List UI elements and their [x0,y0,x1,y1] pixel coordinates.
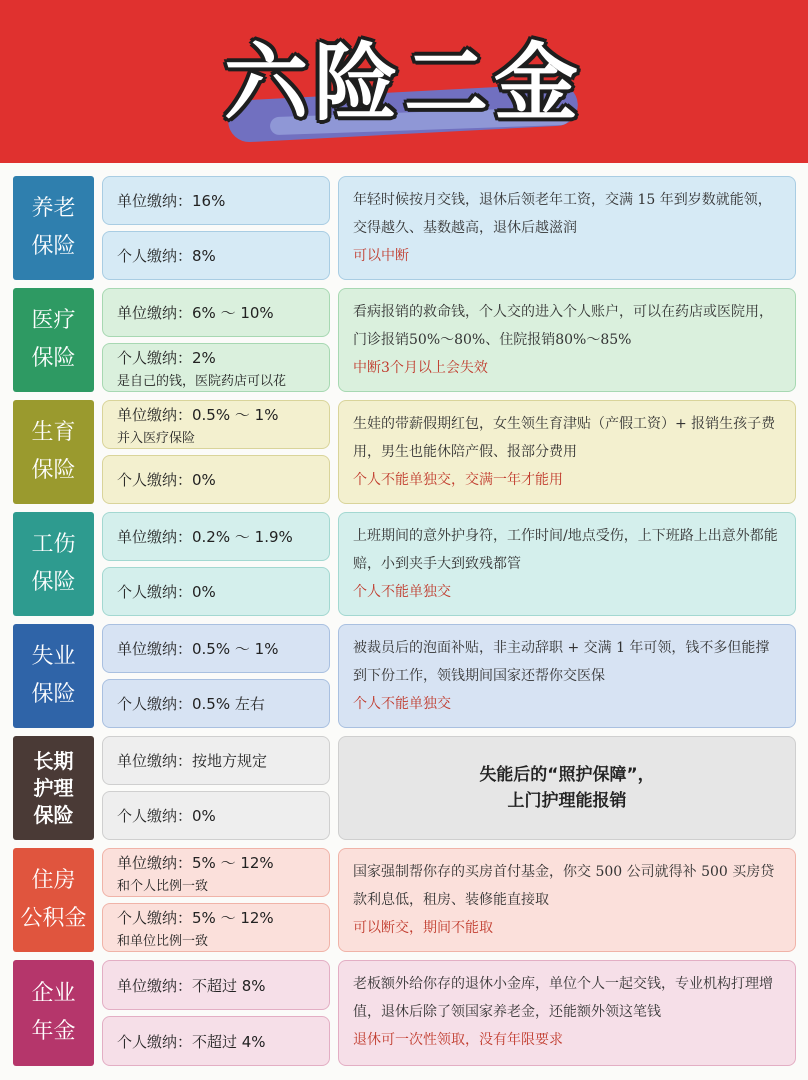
description-box [338,400,796,504]
note-text: 个人不能单独交，交满一年才能用 [353,472,563,488]
unit-contribution: 单位缴纳：0.2% ～ 1.9% [102,512,330,561]
personal-contribution: 个人缴纳：0.5% 左右 [102,679,330,728]
description-text: 老板额外给你存的退休小金库，单位个人一起交钱，专业机构打理增值，退休后除了领国家养老金，还能额外领这笔钱 [353,976,773,1020]
description-box [338,176,796,280]
description-text: 国家强制帮你存的买房首付基金，你交 500 公司就得补 500 买房贷款利息低，租房、装修能直接取 [353,864,775,908]
note-text: 个人不能单独交 [353,584,451,600]
category-label: 住房 公积金 [13,848,94,952]
unit-contribution: 单位缴纳：16% [102,176,330,225]
description-text: 年轻时候按月交钱，退休后领老年工资，交满 15 年到岁数就能领，交得越久、基数越高，退休后越滋润 [353,192,772,236]
note-text: 可以断交，期间不能取 [353,920,493,936]
category-label: 失业 保险 [13,624,94,728]
note-text: 可以中断 [353,248,409,264]
description-box [338,960,796,1066]
note-text: 个人不能单独交 [353,696,451,712]
personal-contribution: 个人缴纳：8% [102,231,330,280]
category-label: 企业 年金 [13,960,94,1066]
category-label: 工伤 保险 [13,512,94,616]
description-box [338,288,796,392]
description-text: 被裁员后的泡面补贴，非主动辞职 + 交满 1 年可领，钱不多但能撑到下份工作，领钱期间国家还帮你交医保 [353,640,770,684]
description-text: 上班期间的意外护身符，工作时间/地点受伤，上下班路上出意外都能赔，小到夹手大到致残都管 [353,528,778,572]
note-text: 退休可一次性领取，没有年限要求 [353,1032,563,1048]
description-text: 看病报销的救命钱，个人交的进入个人账户，可以在药店或医院用，门诊报销50%～80%、住院报销80%～85% [353,304,773,348]
category-label: 生育 保险 [13,400,94,504]
personal-contribution: 个人缴纳：0% [102,455,330,504]
description-box [338,512,796,616]
category-label: 长期 护理 保险 [13,736,94,840]
unit-contribution: 单位缴纳：6% ～ 10% [102,288,330,337]
personal-contribution: 个人缴纳：0% [102,567,330,616]
unit-contribution: 单位缴纳：不超过 8% [102,960,330,1010]
unit-contribution: 单位缴纳：5% ～ 12% 和个人比例一致 [102,848,330,897]
personal-contribution: 个人缴纳：不超过 4% [102,1016,330,1066]
description-text: 生娃的带薪假期红包，女生领生育津贴（产假工资）+ 报销生孩子费用，男生也能休陪产假、报部分费用 [353,416,776,460]
category-label: 医疗 保险 [13,288,94,392]
description-box [338,736,796,840]
personal-contribution: 个人缴纳：2% 是自己的钱，医院药店可以花 [102,343,330,392]
description-box [338,624,796,728]
unit-contribution: 单位缴纳：按地方规定 [102,736,330,785]
page-title: 六险二金 [223,34,584,132]
category-label: 养老 保险 [13,176,94,280]
personal-contribution: 个人缴纳：0% [102,791,330,840]
unit-contribution: 单位缴纳：0.5% ～ 1% 并入医疗保险 [102,400,330,449]
personal-contribution: 个人缴纳：5% ～ 12% 和单位比例一致 [102,903,330,952]
unit-contribution: 单位缴纳：0.5% ～ 1% [102,624,330,673]
header-banner [0,0,808,163]
description-box [338,848,796,952]
description-text: 失能后的“照护保障”， 上门护理能报销 [479,765,655,811]
note-text: 中断3个月以上会失效 [353,360,488,376]
